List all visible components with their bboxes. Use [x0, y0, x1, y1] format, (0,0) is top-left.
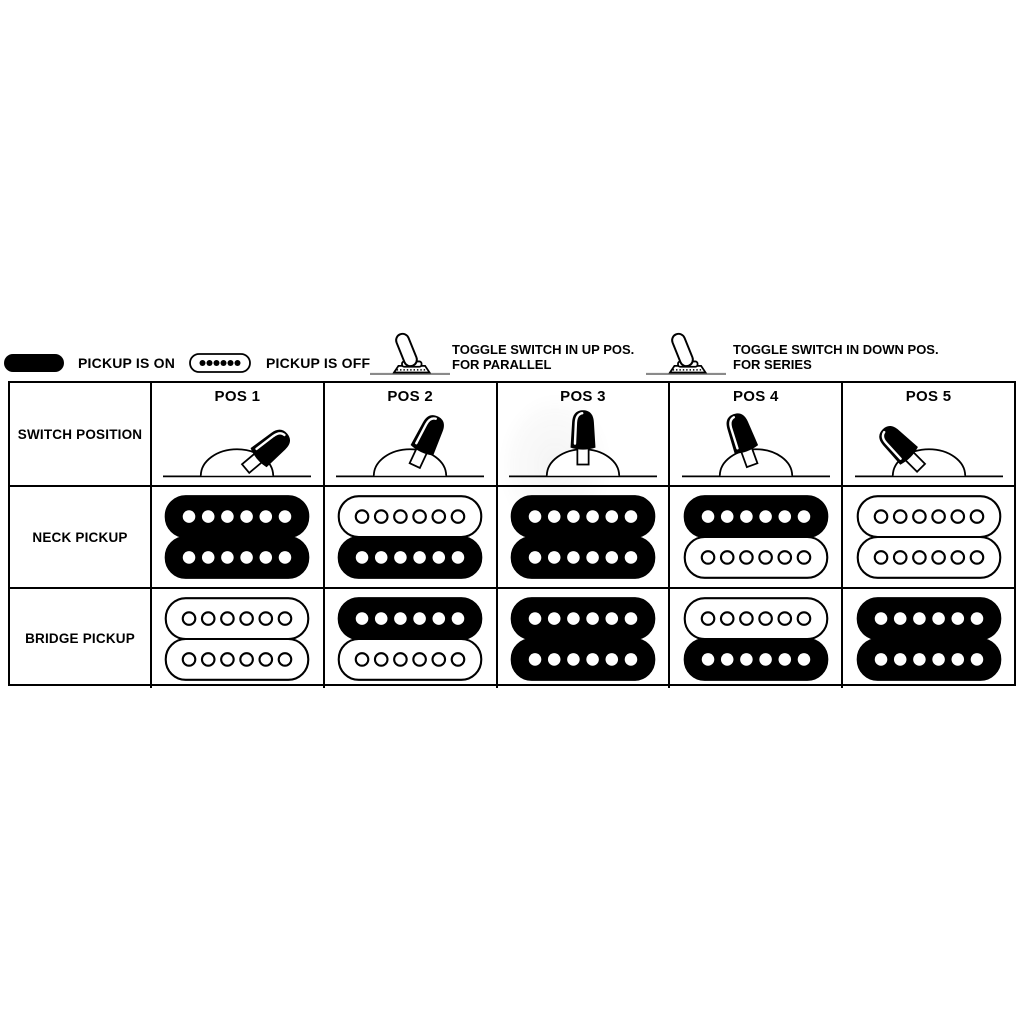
- toggle-switch-icon: [326, 405, 494, 479]
- neck-pickup-cell-pos-1: [150, 485, 323, 587]
- humbucker-icon: [507, 596, 659, 682]
- bridge-pickup-cell-pos-5: [841, 587, 1014, 688]
- toggle-down-line2: FOR SERIES: [733, 357, 812, 372]
- humbucker-icon: [334, 494, 486, 580]
- toggle-down-label: [733, 342, 939, 372]
- neck-pickup-cell-pos-4: [668, 485, 841, 587]
- row-label-bridge-pickup: [10, 587, 150, 688]
- toggle-switch-icon: [499, 405, 667, 479]
- pickup-off-icon: [189, 353, 251, 373]
- header-cell-pos-4-label: POS 4: [732, 388, 779, 405]
- header-cell-pos-1: [150, 383, 323, 485]
- row-label-bridge-pickup-label: BRIDGE PICKUP: [25, 631, 135, 646]
- row-label-neck-pickup: [10, 485, 150, 587]
- toggle-up-line1: TOGGLE SWITCH IN UP POS.: [452, 342, 635, 357]
- pickup-on-label: PICKUP IS ON: [78, 355, 176, 371]
- humbucker-icon: [507, 494, 659, 580]
- header-cell-pos-5: [841, 383, 1014, 485]
- header-cell-pos-5-label: POS 5: [905, 388, 952, 405]
- toggle-up-label: [452, 342, 634, 372]
- humbucker-icon: [853, 494, 1005, 580]
- bridge-pickup-cell-pos-4: [668, 587, 841, 688]
- neck-pickup-cell-pos-2: [323, 485, 496, 587]
- switch-position-table: [8, 381, 1016, 686]
- toggle-up-icon: [370, 328, 450, 378]
- neck-pickup-cell-pos-3: [496, 485, 669, 587]
- header-cell-pos-2: [323, 383, 496, 485]
- header-cell-pos-2-label: POS 2: [387, 388, 434, 405]
- humbucker-icon: [853, 596, 1005, 682]
- humbucker-icon: [680, 596, 832, 682]
- toggle-switch-icon: [153, 405, 321, 479]
- pickup-off-label: PICKUP IS OFF: [266, 355, 371, 371]
- bridge-pickup-cell-pos-2: [323, 587, 496, 688]
- pickup-on-icon: [4, 354, 64, 372]
- toggle-down-icon: [646, 328, 726, 378]
- bridge-pickup-cell-pos-1: [150, 587, 323, 688]
- neck-pickup-cell-pos-5: [841, 485, 1014, 587]
- toggle-down-line1: TOGGLE SWITCH IN DOWN POS.: [733, 342, 939, 357]
- humbucker-icon: [680, 494, 832, 580]
- row-label-switch-position-label: SWITCH POSITION: [17, 426, 143, 442]
- header-cell-pos-1-label: POS 1: [214, 388, 261, 405]
- row-label-neck-pickup-label: NECK PICKUP: [32, 529, 128, 545]
- toggle-switch-icon: [672, 405, 840, 479]
- bridge-pickup-cell-pos-3: [496, 587, 669, 688]
- header-cell-pos-4: [668, 383, 841, 485]
- header-cell-pos-3-label: POS 3: [560, 388, 606, 405]
- header-cell-pos-3: [496, 383, 669, 485]
- toggle-up-line2: FOR PARALLEL: [452, 357, 552, 372]
- humbucker-icon: [334, 596, 486, 682]
- humbucker-icon: [161, 494, 313, 580]
- toggle-switch-icon: [845, 405, 1013, 479]
- humbucker-icon: [161, 596, 313, 682]
- row-label-switch-position: [10, 383, 150, 485]
